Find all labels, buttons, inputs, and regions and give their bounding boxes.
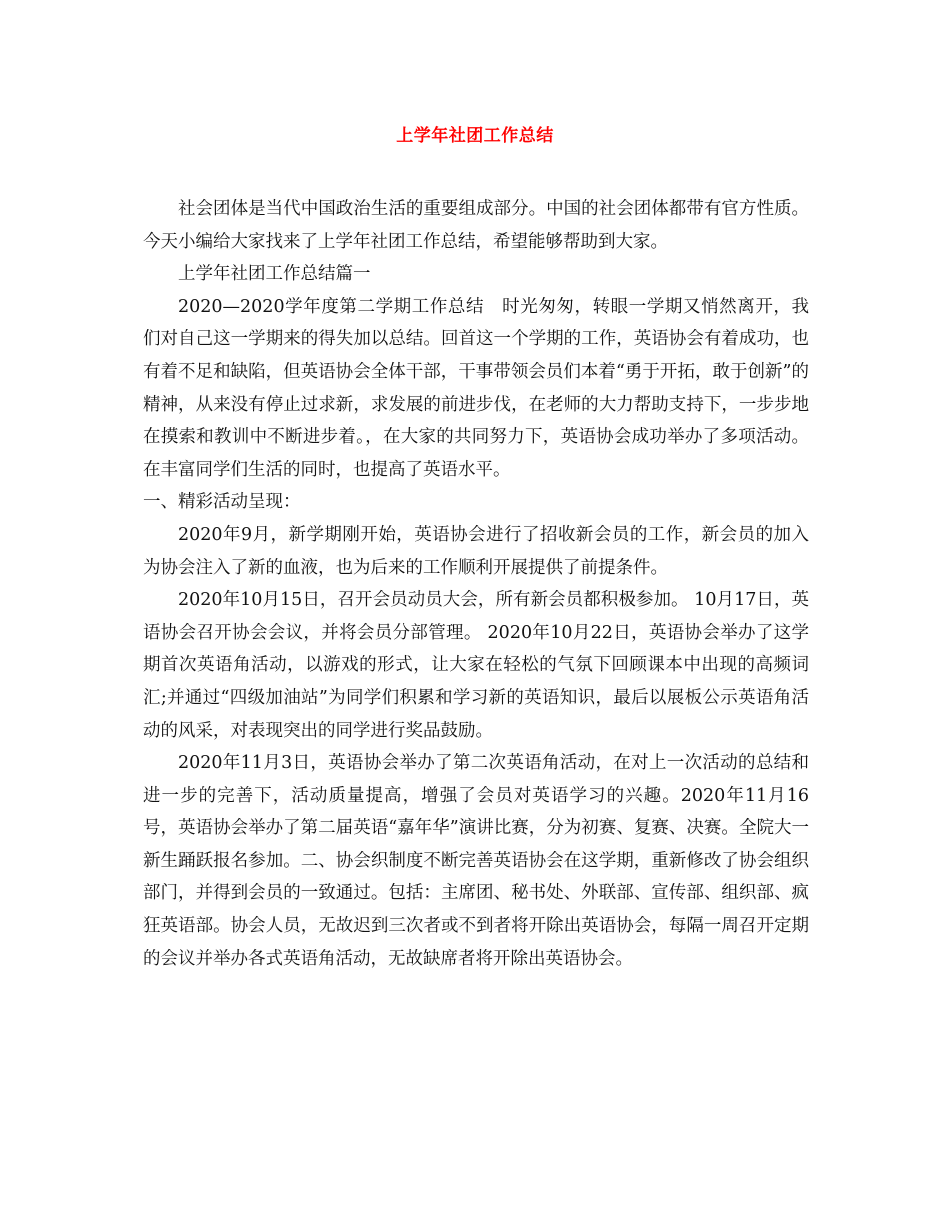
paragraph-september: 2020年9月，新学期刚开始，英语协会进行了招收新会员的工作，新会员的加入为协会注入了新的血液，也为后来的工作顺利开展提供了前提条件。 (143, 524, 809, 578)
paragraph-section-heading: 上学年社团工作总结篇一 (178, 264, 371, 285)
paragraph-activities-heading: 一、精彩活动呈现： (143, 492, 301, 513)
paragraph-october: 2020年10月15日，召开会员动员大会，所有新会员都积极参加。 10月17日，英语协会召开协会会议，并将会员分部管理。 2020年10月22日，英语协会举办了这学期首次英语角活动，以游戏的形式，让大家在轻松的气氛下回顾课本中出现的高频词汇;并通过“四级加油站”为同学们积累和学习新的英语知识，最后以展板公示英语角活动的风采，对表现突出的同学进行奖品鼓励。 (143, 590, 809, 741)
paragraph-intro: 社会团体是当代中国政治生活的重要组成部分。中国的社会团体都带有官方性质。今天小编给大家找来了上学年社团工作总结，希望能够帮助到大家。 (143, 199, 809, 252)
paragraph-semester-summary: 2020—2020学年度第二学期工作总结 时光匆匆，转眼一学期又悄然离开，我们对自己这一学期来的得失加以总结。回首这一个学期的工作，英语协会有着成功，也有着不足和缺陷，但英语协会全体干部，干事带领会员们本着“勇于开拓，敢于创新”的精神，从来没有停止过求新，求发展的前进步伐，在老师的大力帮助支持下，一步步地在摸索和教训中不断进步着。，在大家的共同努力下，英语协会成功举办了多项活动。在丰富同学们生活的同时，也提高了英语水平。 (143, 296, 809, 480)
document-body (143, 193, 809, 975)
document-title: 上学年社团工作总结 (396, 126, 554, 146)
paragraph-november: 2020年11月3日，英语协会举办了第二次英语角活动，在对上一次活动的总结和进一步的完善下，活动质量提高，增强了会员对英语学习的兴趣。2020年11月16号，英语协会举办了第二届英语“嘉年华”演讲比赛，分为初赛、复赛、决赛。全院大一新生踊跃报名参加。二、协会织制度不断完善英语协会在这学期，重新修改了协会组织部门，并得到会员的一致通过。包括：主席团、秘书处、外联部、宣传部、组织部、疯狂英语部。协会人员，无故迟到三次者或不到者将开除出英语协会，每隔一周召开定期的会议并举办各式英语角活动，无故缺席者将开除出英语协会。 (143, 753, 809, 969)
